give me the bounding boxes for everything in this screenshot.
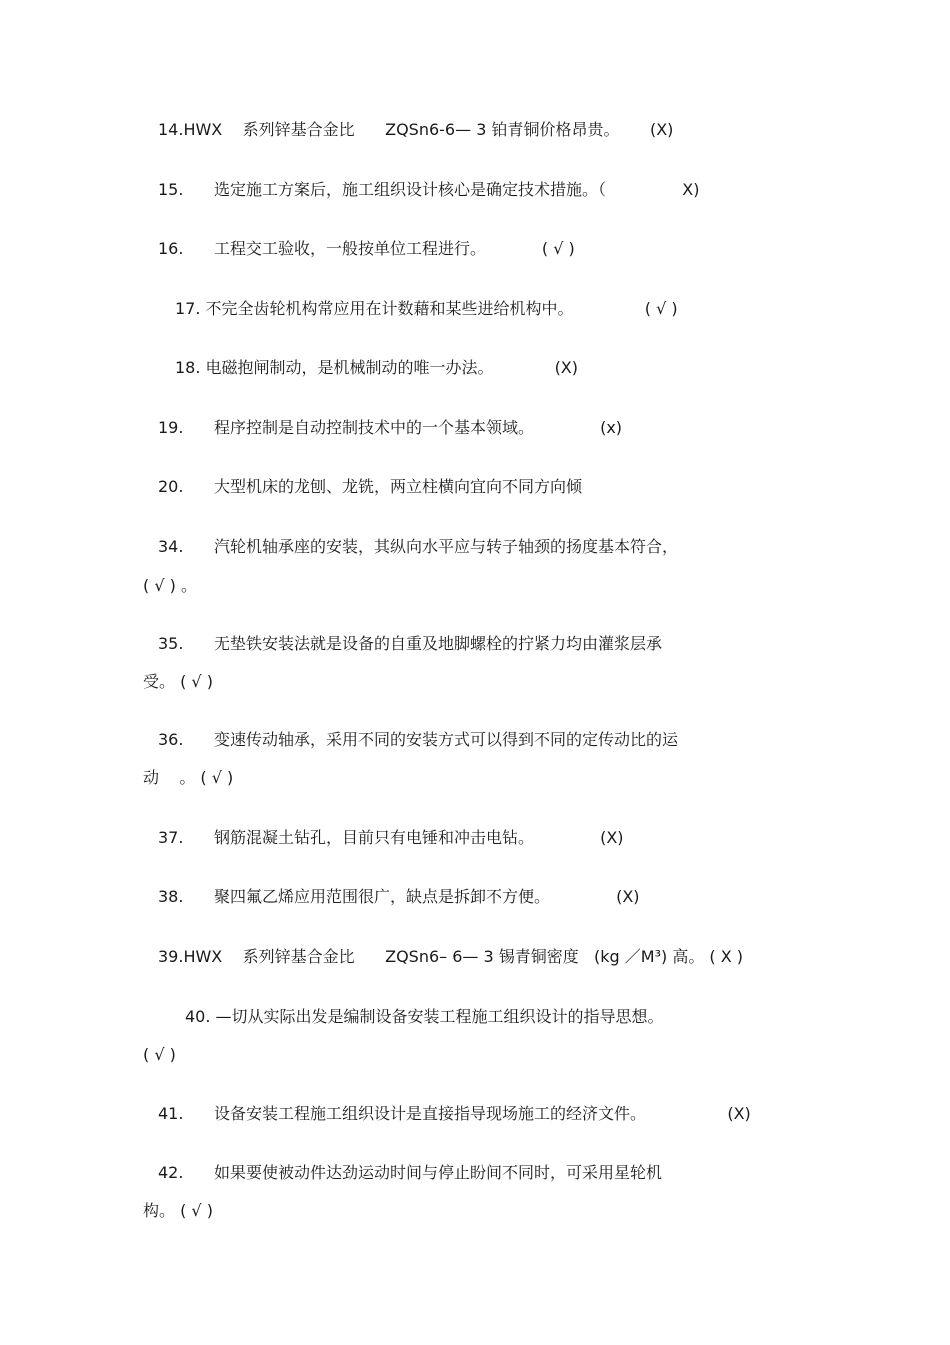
text-line-42-cont: 构。 ( √ ) [143, 1201, 213, 1220]
text-line-14: 14.HWX 系列锌基合金比 ZQSn6-6— 3 铂青铜价格昂贵。 (X) [158, 120, 674, 139]
text-line-35: 35. 无垫铁安装法就是设备的自重及地脚螺栓的拧紧力均由灌浆层承 [158, 634, 662, 653]
text-line-36: 36. 变速传动轴承，采用不同的安装方式可以得到不同的定传动比的运 [158, 730, 678, 749]
text-line-34-cont: ( √ ) 。 [143, 576, 197, 595]
text-line-38: 38. 聚四氟乙烯应用范围很广，缺点是拆卸不方便。 (X) [158, 887, 640, 906]
text-line-35-cont: 受。 ( √ ) [143, 672, 213, 691]
text-line-20: 20. 大型机床的龙刨、龙铣，两立柱横向宜向不同方向倾 [158, 477, 582, 496]
text-line-40-cont: ( √ ) [143, 1045, 176, 1064]
text-line-19: 19. 程序控制是自动控制技术中的一个基本领域。 (x) [158, 418, 623, 437]
text-line-18: 18. 电磁抱闸制动，是机械制动的唯一办法。 (X) [175, 358, 579, 377]
text-line-40: 40. —切从实际出发是编制设备安装工程施工组织设计的指导思想。 [185, 1007, 664, 1026]
text-line-37: 37. 钢筋混凝土钻孔，目前只有电锤和冲击电钻。 (X) [158, 828, 624, 847]
text-line-41: 41. 设备安装工程施工组织设计是直接指导现场施工的经济文件。 (X) [158, 1104, 751, 1123]
text-line-42: 42. 如果要使被动件达劲运动时间与停止盼间不同时，可采用星轮机 [158, 1163, 662, 1182]
text-line-17: 17. 不完全齿轮机构常应用在计数藉和某些进给机构中。 ( √ ) [175, 299, 678, 318]
text-line-39: 39.HWX 系列锌基合金比 ZQSn6– 6— 3 锡青铜密度 (kg ／M³) 高。 ( X ) [158, 947, 744, 966]
text-line-36-cont: 动 。 ( √ ) [143, 768, 234, 787]
text-line-16: 16. 工程交工验收，一般按单位工程进行。 ( √ ) [158, 239, 575, 258]
text-line-34: 34. 汽轮机轴承座的安装，其纵向水平应与转子轴颈的扬度基本符合， [158, 537, 678, 556]
text-line-15: 15. 选定施工方案后，施工组织设计核心是确定技术措施。（ X) [158, 180, 700, 199]
